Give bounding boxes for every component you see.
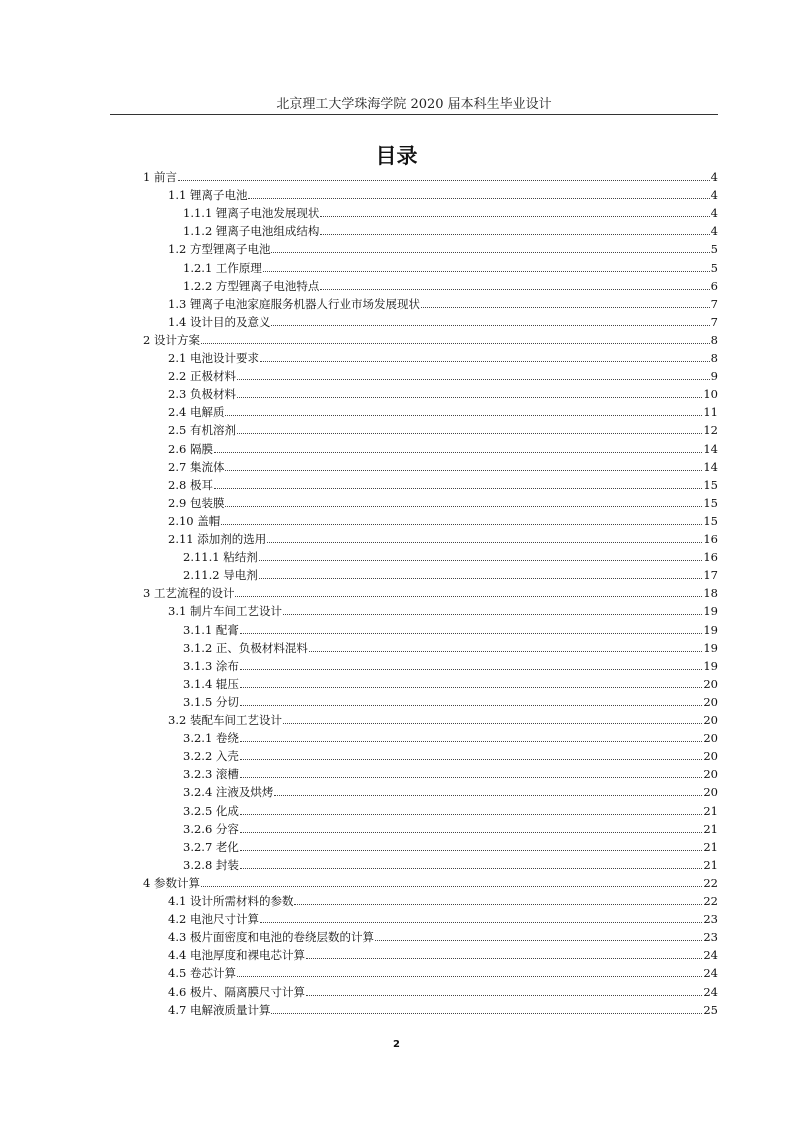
toc-entry-page: 22	[703, 894, 718, 908]
toc-dot-leader	[178, 180, 710, 181]
toc-entry-page: 23	[703, 930, 718, 945]
toc-entry-label: 4.3 极片面密度和电池的卷绕层数的计算	[168, 930, 374, 945]
toc-entry-label: 4.4 电池厚度和裸电芯计算	[168, 948, 305, 963]
toc-entry-page: 15	[703, 495, 718, 510]
toc-dot-leader	[421, 307, 710, 308]
toc-dot-leader	[274, 795, 702, 796]
toc-entry-page: 19	[703, 604, 718, 619]
toc-entry-label: 4.7 电解液质量计算	[168, 1002, 271, 1017]
toc-entry-page: 19	[703, 658, 718, 673]
toc-dot-leader	[320, 234, 709, 235]
toc-entry-label: 2.10 盖帽	[168, 513, 221, 528]
toc-entry-page: 20	[703, 731, 718, 746]
toc-entry-label: 4.1 设计所需材料的参数	[168, 894, 294, 908]
toc-entry-page: 5	[710, 242, 718, 257]
toc-entry-label: 3 工艺流程的设计	[143, 586, 235, 601]
toc-entry-page: 5	[710, 260, 718, 275]
toc-dot-leader	[294, 904, 702, 905]
toc-dot-leader	[248, 198, 709, 199]
toc-dot-leader	[225, 470, 702, 471]
toc-entry-page: 20	[703, 749, 718, 764]
toc-dot-leader	[263, 271, 710, 272]
toc-dot-leader	[260, 922, 702, 923]
toc-entry-label: 3.2.8 封装	[183, 857, 239, 872]
toc-entry-label: 3.1.1 配膏	[183, 622, 239, 637]
toc-dot-leader	[320, 289, 709, 290]
toc-entry[interactable]	[183, 619, 718, 637]
toc-entry[interactable]	[183, 727, 718, 745]
toc-entry[interactable]	[143, 329, 718, 347]
toc-entry-page: 4	[710, 206, 718, 221]
toc-entry[interactable]	[168, 347, 718, 365]
toc-entry[interactable]	[183, 546, 718, 564]
toc-entry-label: 2.11 添加剂的选用	[168, 532, 267, 546]
toc-entry-label: 2.4 电解质	[168, 405, 225, 420]
toc-entry-page: 16	[703, 550, 718, 565]
toc-dot-leader	[271, 325, 709, 326]
toc-entry-page: 6	[710, 278, 718, 293]
toc-entry-page: 20	[703, 767, 718, 782]
toc-dot-leader	[375, 940, 702, 941]
toc-entry[interactable]	[183, 673, 718, 691]
toc-entry-label: 1.3 锂离子电池家庭服务机器人行业市场发展现状	[168, 296, 420, 311]
toc-entry[interactable]	[183, 257, 718, 275]
toc-entry-page: 8	[710, 351, 718, 365]
toc-dot-leader	[306, 995, 702, 996]
toc-dot-leader	[240, 868, 702, 869]
toc-entry-label: 4 参数计算	[143, 875, 200, 890]
toc-entry-label: 1.1.1 锂离子电池发展现状	[183, 206, 320, 221]
toc-entry-page: 18	[703, 586, 718, 601]
page-header: 北京理工大学珠海学院 2020 届本科生毕业设计	[276, 97, 552, 112]
toc-entry-label: 4.6 极片、隔离膜尺寸计算	[168, 984, 305, 999]
toc-entry-page: 12	[703, 423, 718, 438]
toc-entry[interactable]	[183, 763, 718, 781]
toc-dot-leader	[271, 252, 709, 253]
toc-entry[interactable]	[183, 836, 718, 854]
toc-entry-page: 15	[703, 513, 718, 528]
toc-entry-page: 21	[703, 821, 718, 836]
toc-entry-page: 24	[703, 984, 718, 999]
toc-dot-leader	[237, 976, 702, 977]
toc-dot-leader	[240, 814, 702, 815]
toc-entry-page: 20	[703, 694, 718, 709]
toc-entry-page: 21	[703, 857, 718, 872]
toc-entry-page: 8	[710, 332, 718, 347]
toc-entry[interactable]	[168, 474, 718, 492]
toc-entry-page: 7	[710, 314, 718, 329]
toc-entry-label: 3.2.2 入壳	[183, 749, 239, 764]
toc-entry-label: 2.8 极耳	[168, 477, 213, 492]
toc-entry[interactable]	[168, 962, 718, 980]
toc-entry-page: 14	[703, 459, 718, 474]
toc-entry-label: 3.2.4 注液及烘烤	[183, 785, 274, 800]
header-rule	[110, 114, 718, 115]
toc-entry-label: 3.1.3 涂布	[183, 658, 239, 673]
toc-entry-label: 3.1.2 正、负极材料混料	[183, 640, 308, 655]
toc-dot-leader	[260, 361, 710, 362]
toc-entry-label: 4.5 卷芯计算	[168, 966, 236, 981]
toc-entry-page: 4	[710, 170, 718, 184]
toc-dot-leader	[214, 452, 702, 453]
toc-entry-page: 15	[703, 477, 718, 492]
toc-entry[interactable]	[183, 781, 718, 799]
toc-entry-label: 3.2.1 卷绕	[183, 731, 239, 746]
toc-dot-leader	[240, 687, 702, 688]
toc-entry-page: 20	[703, 713, 718, 727]
toc-entry[interactable]	[168, 981, 718, 999]
toc-entry-label: 2.1 电池设计要求	[168, 351, 259, 365]
toc-entry-label: 2.6 隔膜	[168, 441, 213, 456]
toc-entry-label: 2.11.1 粘结剂	[183, 550, 258, 565]
toc-entry[interactable]	[143, 872, 718, 890]
toc-entry-label: 2.2 正极材料	[168, 369, 236, 384]
toc-entry[interactable]	[143, 166, 718, 184]
toc-dot-leader	[225, 506, 702, 507]
toc-entry[interactable]	[168, 383, 718, 401]
toc-entry[interactable]	[168, 238, 718, 256]
toc-dot-leader	[240, 669, 702, 670]
toc-entry-page: 20	[703, 785, 718, 800]
toc-entry[interactable]	[168, 492, 718, 510]
toc-entry-page: 19	[703, 640, 718, 655]
toc-entry-page: 17	[703, 568, 718, 583]
toc-dot-leader	[201, 343, 710, 344]
toc-dot-leader	[240, 777, 702, 778]
toc-dot-leader	[259, 578, 703, 579]
toc-entry[interactable]	[183, 220, 718, 238]
toc-entry[interactable]	[168, 419, 718, 437]
toc-dot-leader	[237, 379, 710, 380]
toc-entry[interactable]	[183, 854, 718, 872]
toc-entry[interactable]	[168, 908, 718, 926]
toc-entry[interactable]	[168, 311, 718, 329]
toc-entry[interactable]	[143, 582, 718, 600]
toc-entry-page: 21	[703, 839, 718, 854]
toc-entry-label: 1.1 锂离子电池	[168, 188, 248, 203]
toc-dot-leader	[283, 723, 702, 724]
toc-entry[interactable]	[183, 637, 718, 655]
toc-entry-label: 3.2.3 滚槽	[183, 767, 239, 782]
toc-entry-page: 24	[703, 948, 718, 963]
toc-entry-label: 1.2 方型锂离子电池	[168, 242, 271, 257]
toc-dot-leader	[283, 614, 702, 615]
toc-dot-leader	[237, 397, 702, 398]
toc-entry-label: 3.1.4 辊压	[183, 676, 239, 691]
toc-entry[interactable]	[168, 510, 718, 528]
toc-entry-page: 22	[703, 875, 718, 890]
toc-entry-label: 2.3 负极材料	[168, 387, 236, 402]
toc-dot-leader	[201, 886, 702, 887]
toc-entry[interactable]	[183, 691, 718, 709]
toc-entry-page: 11	[703, 405, 718, 420]
toc-entry-page: 21	[703, 803, 718, 818]
toc-entry[interactable]	[183, 655, 718, 673]
toc-entry[interactable]	[168, 600, 718, 618]
toc-entry-page: 25	[703, 1002, 718, 1017]
toc-dot-leader	[225, 415, 702, 416]
toc-entry-page: 14	[703, 441, 718, 456]
toc-entry-label: 3.2.5 化成	[183, 803, 239, 818]
toc-dot-leader	[271, 1013, 702, 1014]
toc-entry-label: 1.4 设计目的及意义	[168, 314, 271, 329]
toc-entry-label: 1.1.2 锂离子电池组成结构	[183, 224, 320, 239]
toc-entry-label: 2.5 有机溶剂	[168, 423, 236, 438]
toc-entry[interactable]	[183, 564, 718, 582]
toc-dot-leader	[309, 651, 702, 652]
toc-entry-label: 3.2 装配车间工艺设计	[168, 713, 282, 727]
toc-entry-label: 1.2.1 工作原理	[183, 260, 262, 275]
toc-dot-leader	[214, 488, 702, 489]
toc-entry-label: 3.1 制片车间工艺设计	[168, 604, 282, 619]
toc-entry-label: 1.2.2 方型锂离子电池特点	[183, 278, 320, 293]
toc-entry[interactable]	[168, 401, 718, 419]
toc-entry-page: 10	[703, 387, 718, 402]
toc-dot-leader	[240, 759, 702, 760]
toc-entry-page: 19	[703, 622, 718, 637]
toc-entry[interactable]	[183, 745, 718, 763]
toc-entry-page: 4	[710, 188, 718, 203]
toc-entry-label: 2 设计方案	[143, 332, 200, 347]
toc-entry[interactable]	[168, 184, 718, 202]
toc-entry-page: 9	[710, 369, 718, 384]
toc-entry-page: 20	[703, 676, 718, 691]
toc-entry[interactable]	[168, 999, 718, 1017]
toc-entry[interactable]	[168, 438, 718, 456]
toc-dot-leader	[240, 850, 702, 851]
toc-entry[interactable]	[168, 456, 718, 474]
toc-entry[interactable]	[168, 709, 718, 727]
toc-entry-label: 4.2 电池尺寸计算	[168, 912, 259, 927]
toc-entry[interactable]	[168, 528, 718, 546]
toc-entry-page: 4	[710, 224, 718, 239]
toc-entry[interactable]	[183, 818, 718, 836]
toc-dot-leader	[240, 705, 702, 706]
toc-entry-label: 1 前言	[143, 170, 177, 184]
toc-entry-label: 2.9 包装膜	[168, 495, 225, 510]
toc-entry[interactable]	[168, 365, 718, 383]
toc-entry[interactable]	[168, 890, 718, 908]
toc-entry-label: 3.2.7 老化	[183, 839, 239, 854]
toc-title: 目录	[375, 144, 418, 168]
toc-entry-label: 2.11.2 导电剂	[183, 568, 258, 583]
toc-entry-page: 7	[710, 296, 718, 311]
toc-dot-leader	[259, 560, 703, 561]
toc-dot-leader	[240, 741, 702, 742]
toc-dot-leader	[235, 596, 702, 597]
toc-entry-page: 24	[703, 966, 718, 981]
toc-entry[interactable]	[168, 926, 718, 944]
toc-entry[interactable]	[183, 202, 718, 220]
toc-entry[interactable]	[183, 800, 718, 818]
toc-dot-leader	[267, 542, 702, 543]
toc-entry-page: 16	[703, 532, 718, 546]
toc-dot-leader	[240, 832, 702, 833]
toc-dot-leader	[240, 633, 702, 634]
toc-entry-page: 23	[703, 912, 718, 927]
toc-dot-leader	[221, 524, 702, 525]
toc-dot-leader	[306, 958, 702, 959]
toc-entry[interactable]	[183, 275, 718, 293]
toc-entry-label: 3.1.5 分切	[183, 694, 239, 709]
toc-dot-leader	[320, 216, 709, 217]
page-number: 2	[393, 1039, 400, 1050]
toc-dot-leader	[237, 433, 702, 434]
toc-entry-label: 3.2.6 分容	[183, 821, 239, 836]
toc-entry-label: 2.7 集流体	[168, 459, 225, 474]
toc-entry[interactable]	[168, 944, 718, 962]
toc-entry[interactable]	[168, 293, 718, 311]
